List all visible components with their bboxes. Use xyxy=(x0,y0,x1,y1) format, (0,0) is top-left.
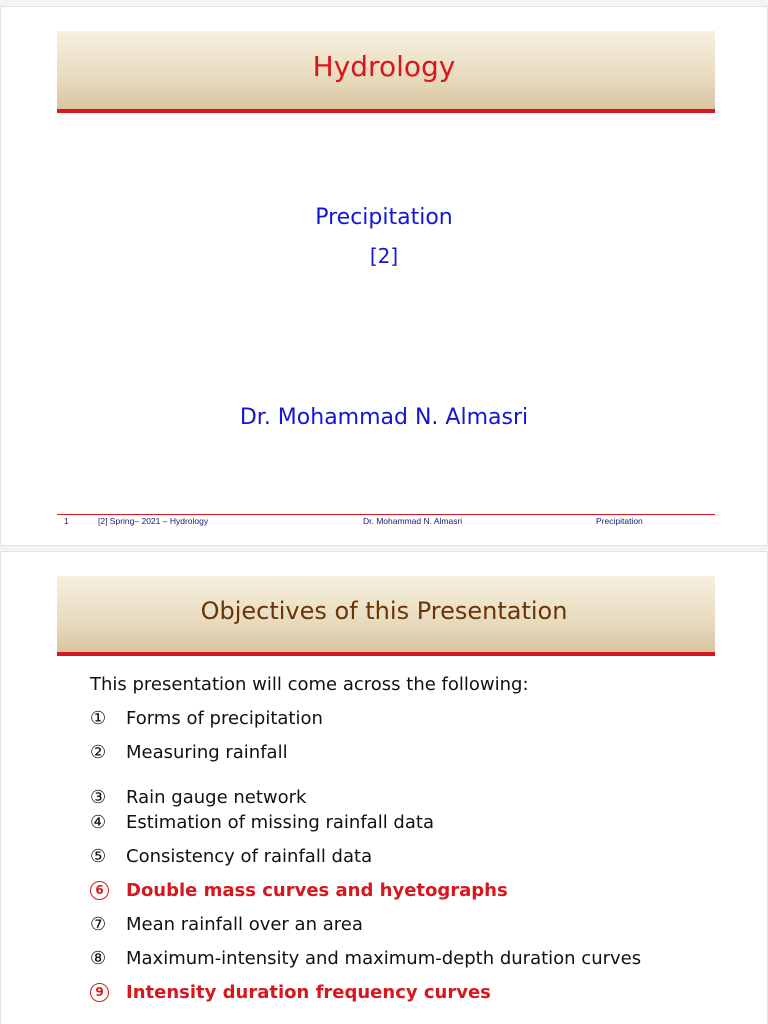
objective-text: Maximum-intensity and maximum-depth duration curves xyxy=(126,948,642,969)
objective-number: 9 xyxy=(90,983,109,1002)
objective-text: Mean rainfall over an area xyxy=(126,914,363,935)
objective-item xyxy=(90,787,306,808)
objective-text: Rain gauge network xyxy=(126,787,307,808)
objective-item-highlighted xyxy=(90,880,508,901)
objective-item xyxy=(90,914,363,935)
objective-number: ④ xyxy=(90,812,107,833)
slide-1 xyxy=(0,6,768,546)
footer-topic: Precipitation xyxy=(596,516,643,526)
objective-number: ① xyxy=(90,708,107,729)
objective-number: 6 xyxy=(90,881,109,900)
objective-item xyxy=(90,948,641,969)
presentation-part: [2] xyxy=(369,244,399,268)
objective-item xyxy=(90,708,323,729)
objective-text: Forms of precipitation xyxy=(126,708,323,729)
title-rule xyxy=(57,652,715,656)
objectives-intro: This presentation will come across the following: xyxy=(90,674,529,695)
objective-text: Intensity duration frequency curves xyxy=(126,982,491,1003)
objective-item-highlighted xyxy=(90,982,491,1003)
objective-number: ⑤ xyxy=(90,846,107,867)
objective-number: ⑦ xyxy=(90,914,107,935)
slide-2 xyxy=(0,551,768,1024)
presentation-subtitle: Precipitation xyxy=(315,205,453,230)
objective-number: ② xyxy=(90,742,107,763)
objective-text: Measuring rainfall xyxy=(126,742,288,763)
slide-title: Hydrology xyxy=(312,50,456,83)
objective-text: Double mass curves and hyetographs xyxy=(126,880,508,901)
footer-rule xyxy=(57,514,715,515)
objective-item xyxy=(90,742,288,763)
footer-author: Dr. Mohammad N. Almasri xyxy=(363,516,463,526)
objective-text: Estimation of missing rainfall data xyxy=(126,812,434,833)
presentation-author: Dr. Mohammad N. Almasri xyxy=(239,405,529,430)
objective-item xyxy=(90,812,434,833)
slide-title: Objectives of this Presentation xyxy=(200,597,568,625)
objective-item xyxy=(90,846,372,867)
objective-number: ⑧ xyxy=(90,948,107,969)
footer-course: [2] Spring– 2021 – Hydrology xyxy=(98,516,209,526)
title-rule xyxy=(57,109,715,113)
objective-text: Consistency of rainfall data xyxy=(126,846,373,867)
footer-slide-number: 1 xyxy=(64,516,69,526)
objective-number: ③ xyxy=(90,787,107,808)
